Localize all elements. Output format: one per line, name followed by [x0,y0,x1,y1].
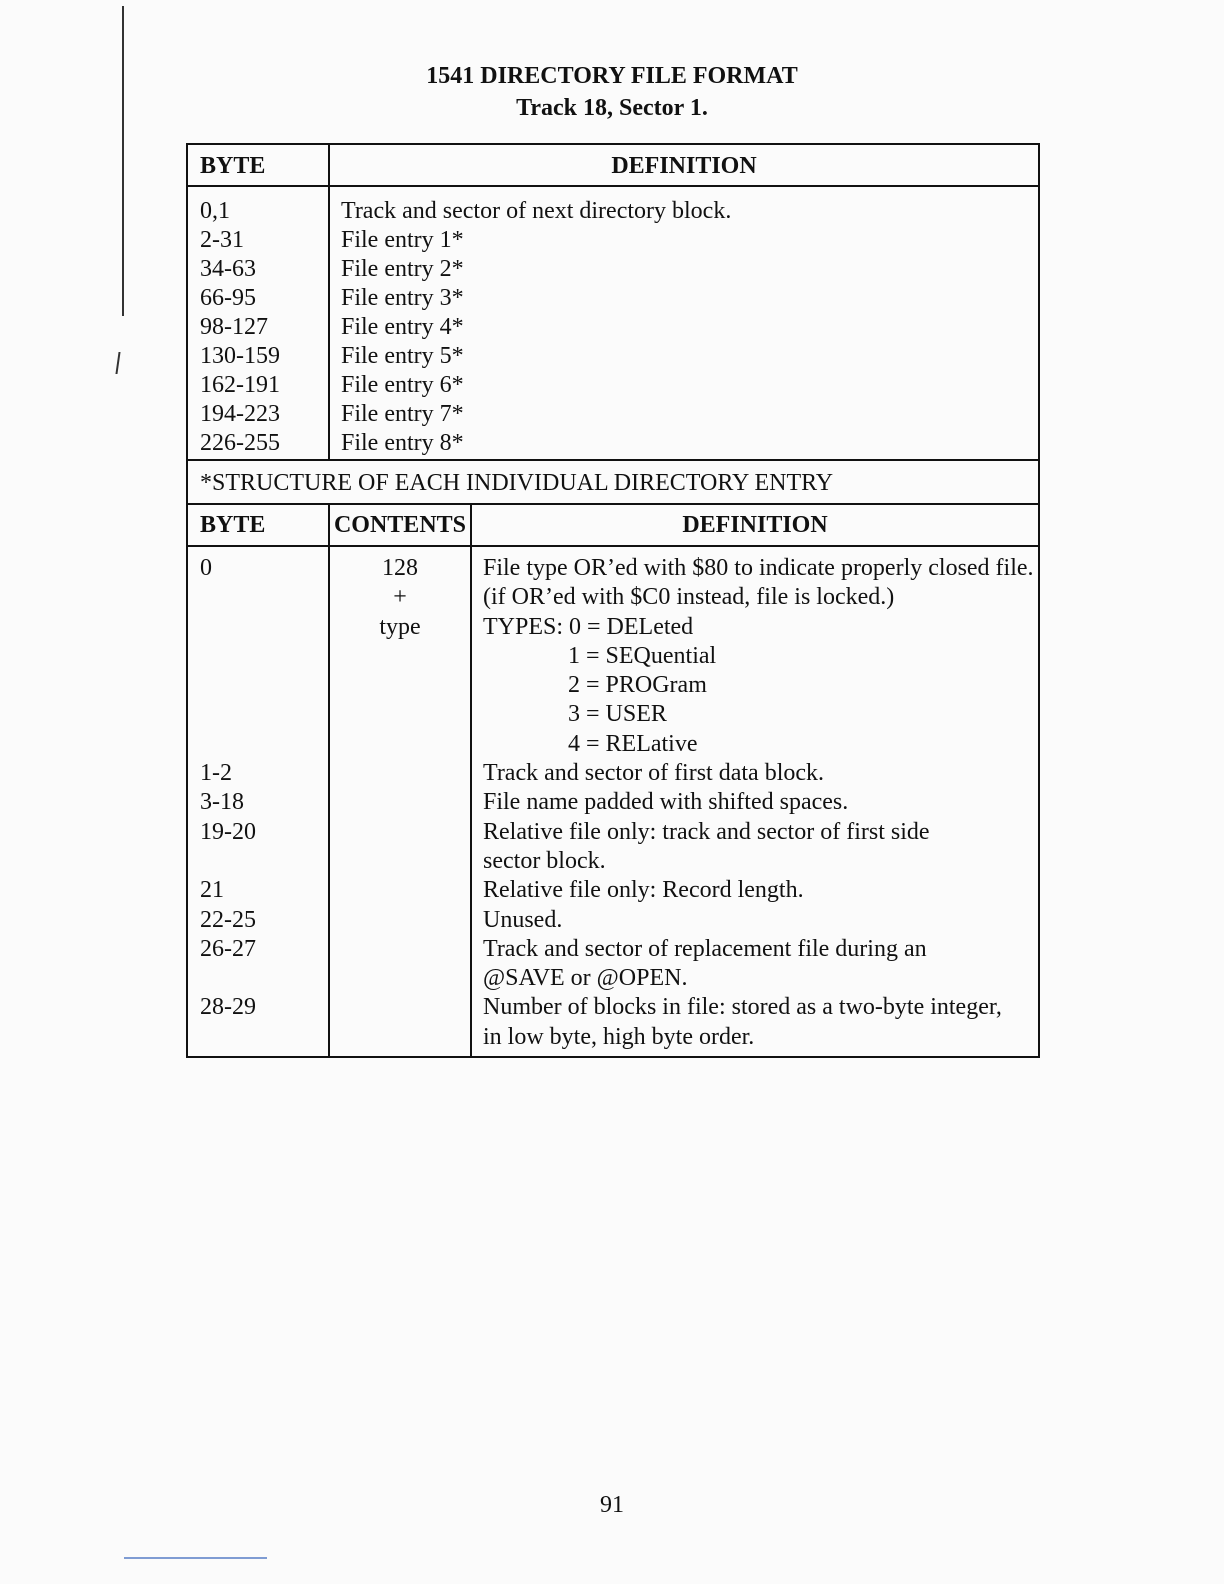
byte-cell: 22-25 [200,906,256,933]
definition-cell: (if OR’ed with $C0 instead, file is locked.) [483,584,895,611]
definition-cell: Unused. [483,906,563,933]
table-row [188,371,1038,400]
scan-artifact-mark [115,352,120,374]
scan-artifact-underline [124,1557,267,1559]
byte-cell: 19-20 [200,818,256,845]
definition-cell: Track and sector of replacement file during an [483,935,927,962]
definition-cell: File entry 1* [341,227,464,253]
definition-cell: File entry 7* [341,401,464,427]
table-row [188,730,1038,759]
byte-cell: 34-63 [200,256,256,282]
table-row [188,847,1038,876]
byte-cell: 1-2 [200,760,232,787]
byte-cell: 28-29 [200,994,256,1021]
header-definition: DEFINITION [611,153,757,179]
table-row [188,226,1038,255]
table-row [188,788,1038,817]
definition-cell: sector block. [483,847,606,874]
definition-cell: File entry 2* [341,256,464,282]
table-row [188,583,1038,612]
definition-cell: File entry 5* [341,343,464,369]
table-row [188,342,1038,371]
definition-cell: File entry 8* [341,430,464,456]
definition-cell: File entry 3* [341,285,464,311]
directory-table [186,143,1040,461]
header-definition: DEFINITION [682,512,828,538]
page-title: 1541 DIRECTORY FILE FORMAT [426,63,798,89]
table-row [188,818,1038,847]
page-number: 91 [600,1492,624,1518]
table-row [188,993,1038,1022]
entry-table-body [188,554,1038,1052]
byte-cell: 21 [200,877,224,904]
table-row [188,554,1038,583]
definition-cell: TYPES: 0 = DELeted [483,613,694,640]
byte-cell: 26-27 [200,935,256,962]
byte-cell: 0 [200,555,212,581]
header-byte: BYTE [200,512,266,538]
byte-cell: 98-127 [200,314,268,340]
header-byte: BYTE [200,153,266,179]
table-row [188,700,1038,729]
contents-cell: type [379,613,421,640]
byte-cell: 66-95 [200,285,256,311]
table-row [188,935,1038,964]
table-row [188,671,1038,700]
definition-cell: File entry 4* [341,314,464,340]
table-row [188,964,1038,993]
table-row [188,400,1038,429]
scan-artifact-line [122,6,124,316]
directory-table-body [188,197,1038,458]
table-row [188,197,1038,226]
byte-cell: 162-191 [200,372,280,398]
table-row [188,613,1038,642]
table-row [188,1023,1038,1052]
contents-cell: + [393,584,407,611]
table-row [188,642,1038,671]
definition-cell: 4 = RELative [568,730,698,757]
directory-table-header [188,145,1038,187]
definition-cell: 3 = USER [568,701,667,728]
byte-cell: 2-31 [200,227,244,253]
definition-cell: File entry 6* [341,372,464,398]
table-row [188,759,1038,788]
definition-cell: File name padded with shifted spaces. [483,789,849,816]
title-block [0,60,1224,124]
byte-cell: 130-159 [200,343,280,369]
table-row [188,313,1038,342]
definition-cell: Track and sector of next directory block. [341,198,732,224]
header-contents: CONTENTS [333,512,467,538]
definition-cell: Number of blocks in file: stored as a two-byte integer, [483,994,1002,1021]
entry-table-header [188,505,1038,547]
table-row [188,906,1038,935]
byte-cell: 0,1 [200,198,230,224]
byte-cell: 194-223 [200,401,280,427]
table-row [188,429,1038,458]
definition-cell: Relative file only: track and sector of first side [483,818,930,845]
table-row [188,284,1038,313]
definition-cell: 1 = SEQuential [568,642,717,669]
byte-cell: 226-255 [200,430,280,456]
definition-cell: 2 = PROGram [568,672,707,699]
definition-cell: Track and sector of first data block. [483,760,825,787]
definition-cell: File type OR’ed with $80 to indicate properly closed file. [483,555,1034,581]
page-subtitle: Track 18, Sector 1. [516,95,708,121]
definition-cell: in low byte, high byte order. [483,1023,755,1050]
table-row [188,876,1038,905]
structure-banner: *STRUCTURE OF EACH INDIVIDUAL DIRECTORY ENTRY [186,461,1040,505]
contents-cell: 128 [382,555,418,581]
table-row [188,255,1038,284]
definition-cell: Relative file only: Record length. [483,877,804,904]
entry-table [186,505,1040,1058]
byte-cell: 3-18 [200,789,244,816]
definition-cell: @SAVE or @OPEN. [483,965,688,992]
